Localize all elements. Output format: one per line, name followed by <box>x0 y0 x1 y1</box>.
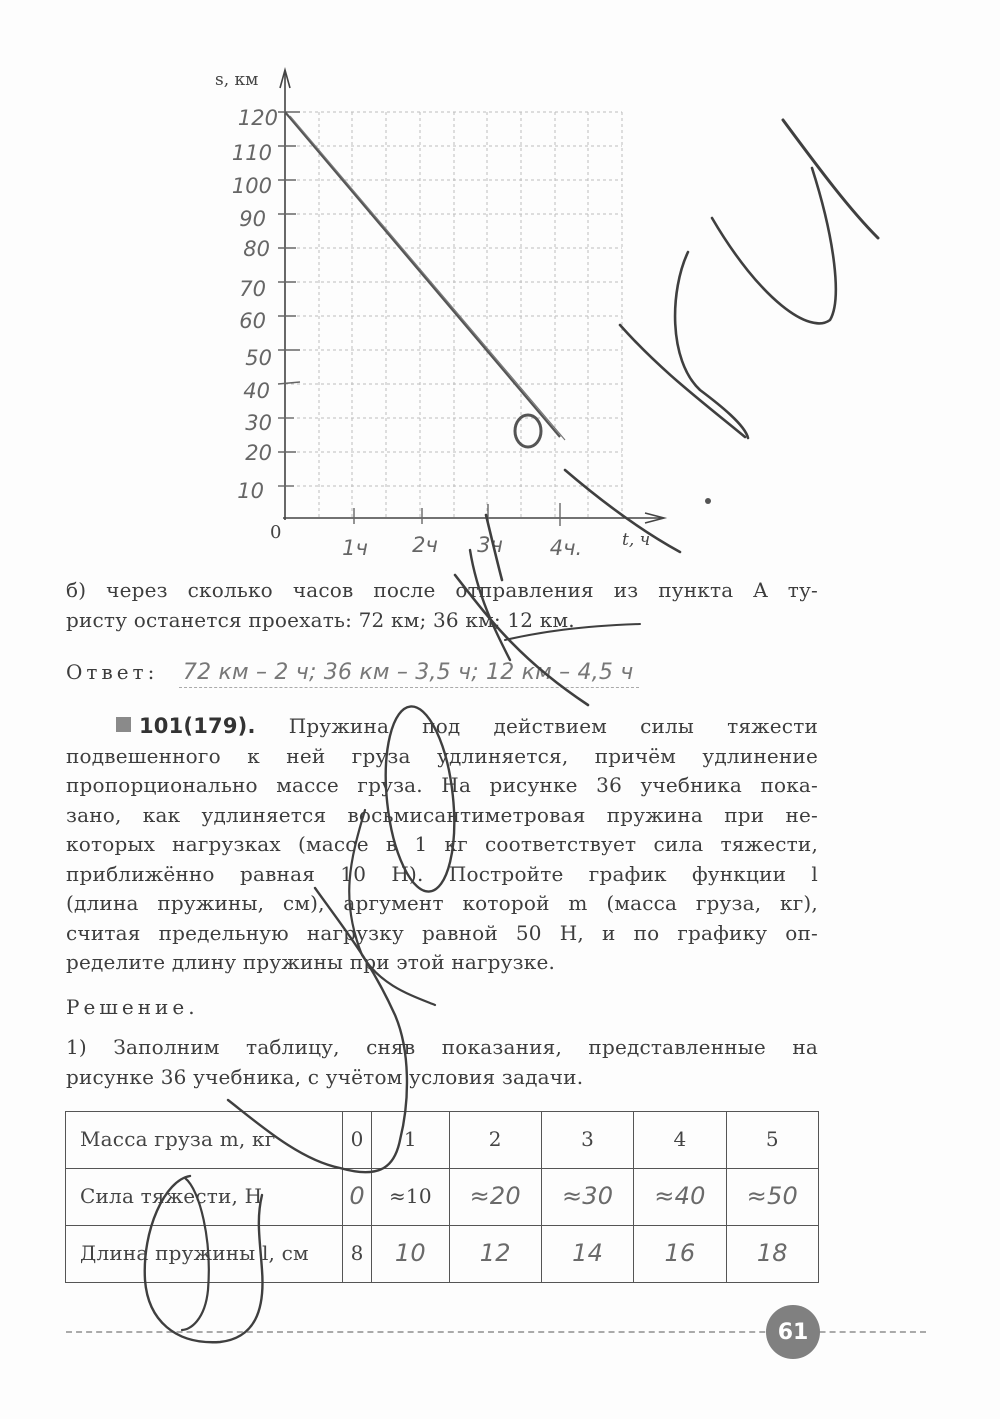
table-cell: 5 <box>726 1112 818 1169</box>
table-cell-handwritten[interactable]: 14 <box>541 1226 633 1283</box>
svg-text:110: 110 <box>231 141 272 165</box>
table-row-force <box>66 1169 819 1226</box>
svg-text:50: 50 <box>245 346 272 370</box>
task-line: приближённо равная 10 Н). Постройте график функции l <box>66 861 818 886</box>
solution-label: Решение. <box>66 995 199 1019</box>
graph-axes <box>280 70 664 523</box>
table-cell-handwritten[interactable]: ≈50 <box>726 1169 818 1226</box>
svg-text:30: 30 <box>245 411 272 435</box>
answer-row <box>66 658 926 688</box>
svg-text:80: 80 <box>243 237 270 261</box>
task-number: 101(179). <box>139 714 256 738</box>
svg-text:10: 10 <box>237 479 264 503</box>
table-cell-handwritten[interactable]: 12 <box>449 1226 541 1283</box>
svg-text:70: 70 <box>239 277 266 301</box>
table-cell: 1 <box>372 1112 449 1169</box>
table-cell-handwritten[interactable]: 16 <box>634 1226 726 1283</box>
task-line: пропорционально массе груза. На рисунке 36 учебника пока- <box>66 773 818 797</box>
row-header: Длина пружины l, см <box>66 1226 343 1283</box>
svg-text:20: 20 <box>245 441 272 465</box>
svg-text:60: 60 <box>239 309 266 333</box>
row-header: Масса груза m, кг <box>66 1112 343 1169</box>
table-row-length <box>66 1226 819 1283</box>
table-cell-handwritten[interactable]: 18 <box>726 1226 818 1283</box>
x-axis-label: t, ч <box>622 530 651 550</box>
task-line: зано, как удлиняется восьмисантиметровая пружина при не- <box>66 802 818 827</box>
x-tick-labels <box>342 533 582 560</box>
table-cell-handwritten[interactable]: ≈40 <box>634 1169 726 1226</box>
svg-text:3ч: 3ч <box>477 533 503 557</box>
table-cell: ≈10 <box>372 1169 449 1226</box>
task-101 <box>66 712 818 978</box>
svg-text:1ч: 1ч <box>342 536 368 560</box>
table-cell: 4 <box>634 1112 726 1169</box>
table-cell-handwritten[interactable]: ≈30 <box>541 1169 633 1226</box>
table-cell: 3 <box>541 1112 633 1169</box>
graph-line <box>285 112 565 440</box>
svg-text:120: 120 <box>237 106 278 130</box>
task-marker-icon <box>116 717 131 732</box>
task-line: (длина пружины, см), аргумент которой m (масса груза, кг), <box>66 891 818 915</box>
annotation-circle <box>515 415 541 447</box>
task-line: Пружина под действием силы тяжести <box>288 714 818 738</box>
table-cell: 2 <box>449 1112 541 1169</box>
question-b-line2: ристу останется проехать: 72 км; 36 км; 12 км. <box>66 608 575 632</box>
data-table <box>65 1111 819 1283</box>
y-tick-labels <box>232 106 278 503</box>
task-line: которых нагрузках (массе в 1 кг соответствует сила тяжести, <box>66 832 818 856</box>
svg-text:4ч.: 4ч. <box>549 536 583 560</box>
task-line: считая предельную нагрузку равной 50 Н, и по графику оп- <box>66 920 818 945</box>
answer-label: Ответ: <box>66 660 159 684</box>
page-number-badge: 61 <box>766 1305 820 1359</box>
svg-text:40: 40 <box>243 379 270 403</box>
answer-value[interactable]: 72 км – 2 ч; 36 км – 3,5 ч; 12 км – 4,5 ч <box>179 660 640 688</box>
table-cell-handwritten[interactable]: 10 <box>372 1226 449 1283</box>
solution-step1-line1: 1) Заполним таблицу, сняв показания, представленные на <box>66 1035 818 1059</box>
table-cell: 8 <box>343 1226 372 1283</box>
table-cell-handwritten[interactable]: ≈20 <box>449 1169 541 1226</box>
svg-text:2ч: 2ч <box>412 533 438 557</box>
question-b-line1: б) через сколько часов после отправления из пункта A ту- <box>66 578 818 602</box>
y-axis-label: s, км <box>215 70 259 90</box>
task-line: ределите длину пружины при этой нагрузке. <box>66 950 556 974</box>
solution-step1-line2: рисунке 36 учебника, с учётом условия задачи. <box>66 1065 584 1089</box>
row-header: Сила тяжести, Н <box>66 1169 343 1226</box>
table-row-mass <box>66 1112 819 1169</box>
table-cell-handwritten[interactable]: 0 <box>343 1169 372 1226</box>
svg-text:90: 90 <box>239 207 266 231</box>
distance-time-graph <box>0 0 1000 570</box>
task-line: подвешенного к ней груза удлиняется, причём удлинение <box>66 743 818 768</box>
origin-label: 0 <box>270 522 282 543</box>
table-cell: 0 <box>343 1112 372 1169</box>
svg-text:100: 100 <box>231 174 272 198</box>
